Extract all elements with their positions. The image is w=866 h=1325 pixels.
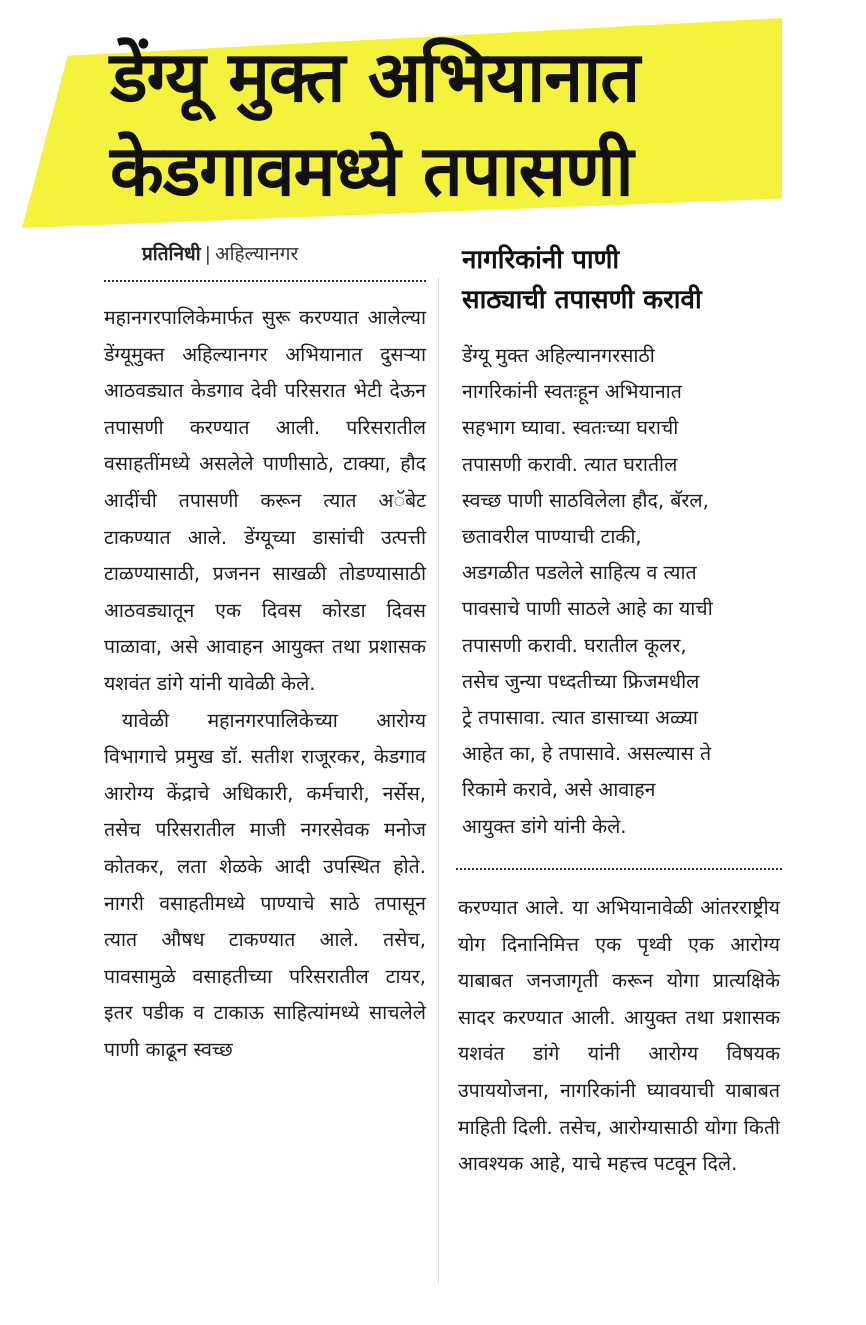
byline	[142, 240, 402, 266]
byline-dotted-rule	[104, 280, 426, 282]
sidebar-line: अडगळीत पडलेले साहित्य व त्यात	[462, 561, 697, 585]
sidebar-line: डेंग्यू मुक्त अहिल्यानगरसाठी	[462, 344, 655, 367]
sidebar-line: आहेत का, हे तपासावे. असल्यास ते	[462, 742, 712, 766]
sidebar-line: तपासणी करावी. त्यात घरातील	[462, 452, 678, 476]
headline-line-2: केडगावमध्ये तपासणी	[110, 130, 633, 212]
left-paragraph-2: यावेळी महानगरपालिकेच्या आरोग्य विभागाचे प्रमुख डॉ. सतीश राजूरकर, केडगाव आरोग्य केंद्राचे अधिकारी, कर्मचारी, नर्सेस, तसेच परिसरातील माजी नगरसेवक मनोज कोतकर, लता शेळके आदी उपस्थित होते. नागरी वसाहतीमध्ये पाण्याचे साठे तपासून त्यात औषध टाकण्यात आले. तसेच, पावसामुळे वसाहतीच्या परिसरातील टायर, इतर पडीक व टाकाऊ साहित्यांमध्ये साचलेले पाणी काढून स्वच्छ	[104, 708, 426, 1061]
sidebar-dotted-rule	[456, 868, 782, 870]
headline-line-1: डेंग्यू मुक्त अभियानात	[110, 36, 640, 118]
sidebar-subhead	[462, 240, 792, 320]
sidebar-line: स्वच्छ पाणी साठविलेला हौद, बॅरल,	[462, 488, 709, 512]
sidebar-line: रिकामे करावे, असे आवाहन	[462, 778, 656, 802]
sidebar-line: छतावरील पाण्याची टाकी,	[462, 525, 642, 549]
sidebar-line: नागरिकांनी स्वतःहून अभियानात	[462, 380, 682, 404]
byline-place: अहिल्यानगर	[215, 243, 299, 265]
right-column	[458, 890, 780, 1183]
sidebar-subhead-line-1: नागरिकांनी पाणी	[462, 245, 620, 275]
left-paragraph-1: महानगरपालिकेमार्फत सुरू करण्यात आलेल्या डेंग्यूमुक्त अहिल्यानगर अभियानात दुसऱ्या आठवड्यात केडगाव देवी परिसरात भेटी देऊन तपासणी करण्यात आली. परिसरातील वसाहतींमध्ये असलेले पाणीसाठे, टाक्या, हौद आदींची तपासणी करून त्यात अॅबेट टाकण्यात आले. डेंग्यूच्या डासांची उत्पत्ती टाळण्यासाठी, प्रजनन साखळी तोडण्यासाठी आठवड्यातून एक दिवस कोरडा दिवस पाळावा, असे आवाहन आयुक्त तथा प्रशासक यशवंत डांगे यांनी यावेळी केले.	[104, 306, 426, 695]
byline-separator: |	[204, 243, 212, 265]
byline-author: प्रतिनिधी	[142, 243, 201, 265]
sidebar-line: पावसाचे पाणी साठले आहे का याची	[462, 597, 713, 621]
column-divider	[438, 278, 439, 1283]
sidebar-line: सहभाग घ्यावा. स्वतःच्या घराची	[462, 416, 679, 440]
sidebar-line: तपासणी करावी. घरातील कूलर,	[462, 633, 687, 657]
sidebar-line: आयुक्त डांगे यांनी केले.	[462, 814, 627, 838]
sidebar-box	[462, 338, 782, 845]
headline	[110, 30, 750, 218]
sidebar-subhead-line-2: साठ्याची तपासणी करावी	[462, 285, 702, 315]
sidebar-line: ट्रे तपासावा. त्यात डासाच्या अळ्या	[462, 706, 698, 730]
left-column	[104, 300, 426, 1068]
sidebar-line: तसेच जुन्या पध्दतीच्या फ्रिजमधील	[462, 669, 700, 693]
right-paragraph: करण्यात आले. या अभियानावेळी आंतरराष्ट्रीय योग दिनानिमित्त एक पृथ्वी एक आरोग्य याबाबत जनजागृती करून योगा प्रात्यक्षिके सादर करण्यात आली. आयुक्त तथा प्रशासक यशवंत डांगे यांनी आरोग्य विषयक उपाययोजना, नागरिकांनी घ्यावयाची याबाबत माहिती दिली. तसेच, आरोग्यासाठी योगा किती आवश्यक आहे, याचे महत्त्व पटवून दिले.	[458, 896, 780, 1176]
